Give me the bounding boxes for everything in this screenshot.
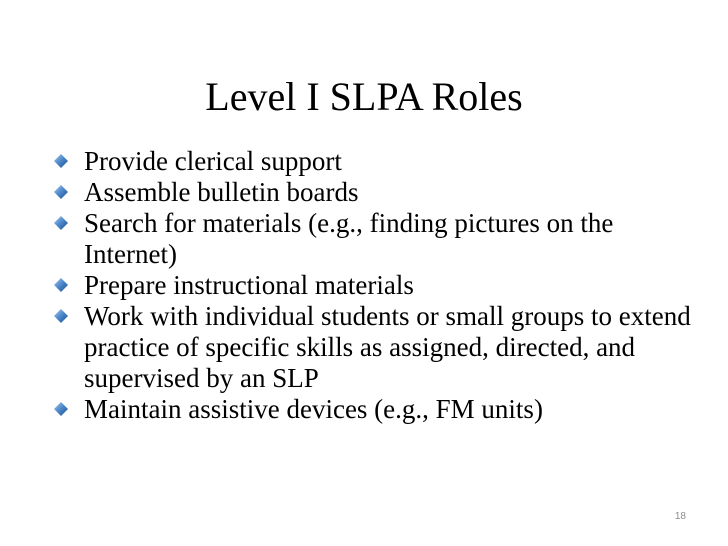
- bullet-text: Maintain assistive devices (e.g., FM units): [84, 394, 543, 424]
- blue-diamond-icon: [54, 402, 68, 416]
- blue-diamond-icon: [54, 278, 68, 292]
- bullet-text: Search for materials (e.g., finding pictures on the Internet): [84, 208, 614, 269]
- bullet-text: Work with individual students or small groups to extend practice of specific skills as assigned, directed, and supervised by an SLP: [84, 301, 691, 393]
- slide-title: Level I SLPA Roles: [205, 73, 523, 119]
- bullet-item: [54, 270, 704, 301]
- blue-diamond-icon: [54, 216, 68, 230]
- blue-diamond-icon: [54, 154, 68, 168]
- bullet-list: [54, 146, 704, 425]
- bullet-item: [54, 208, 704, 270]
- blue-diamond-icon: [54, 309, 68, 323]
- bullet-text: Prepare instructional materials: [84, 270, 414, 300]
- bullet-item: [54, 146, 704, 177]
- blue-diamond-icon: [54, 185, 68, 199]
- bullet-item: [54, 394, 704, 425]
- bullet-item: [54, 301, 704, 394]
- bullet-text: Assemble bulletin boards: [84, 177, 359, 207]
- page-number: 18: [674, 511, 686, 522]
- bullet-text: Provide clerical support: [84, 146, 342, 176]
- bullet-item: [54, 177, 704, 208]
